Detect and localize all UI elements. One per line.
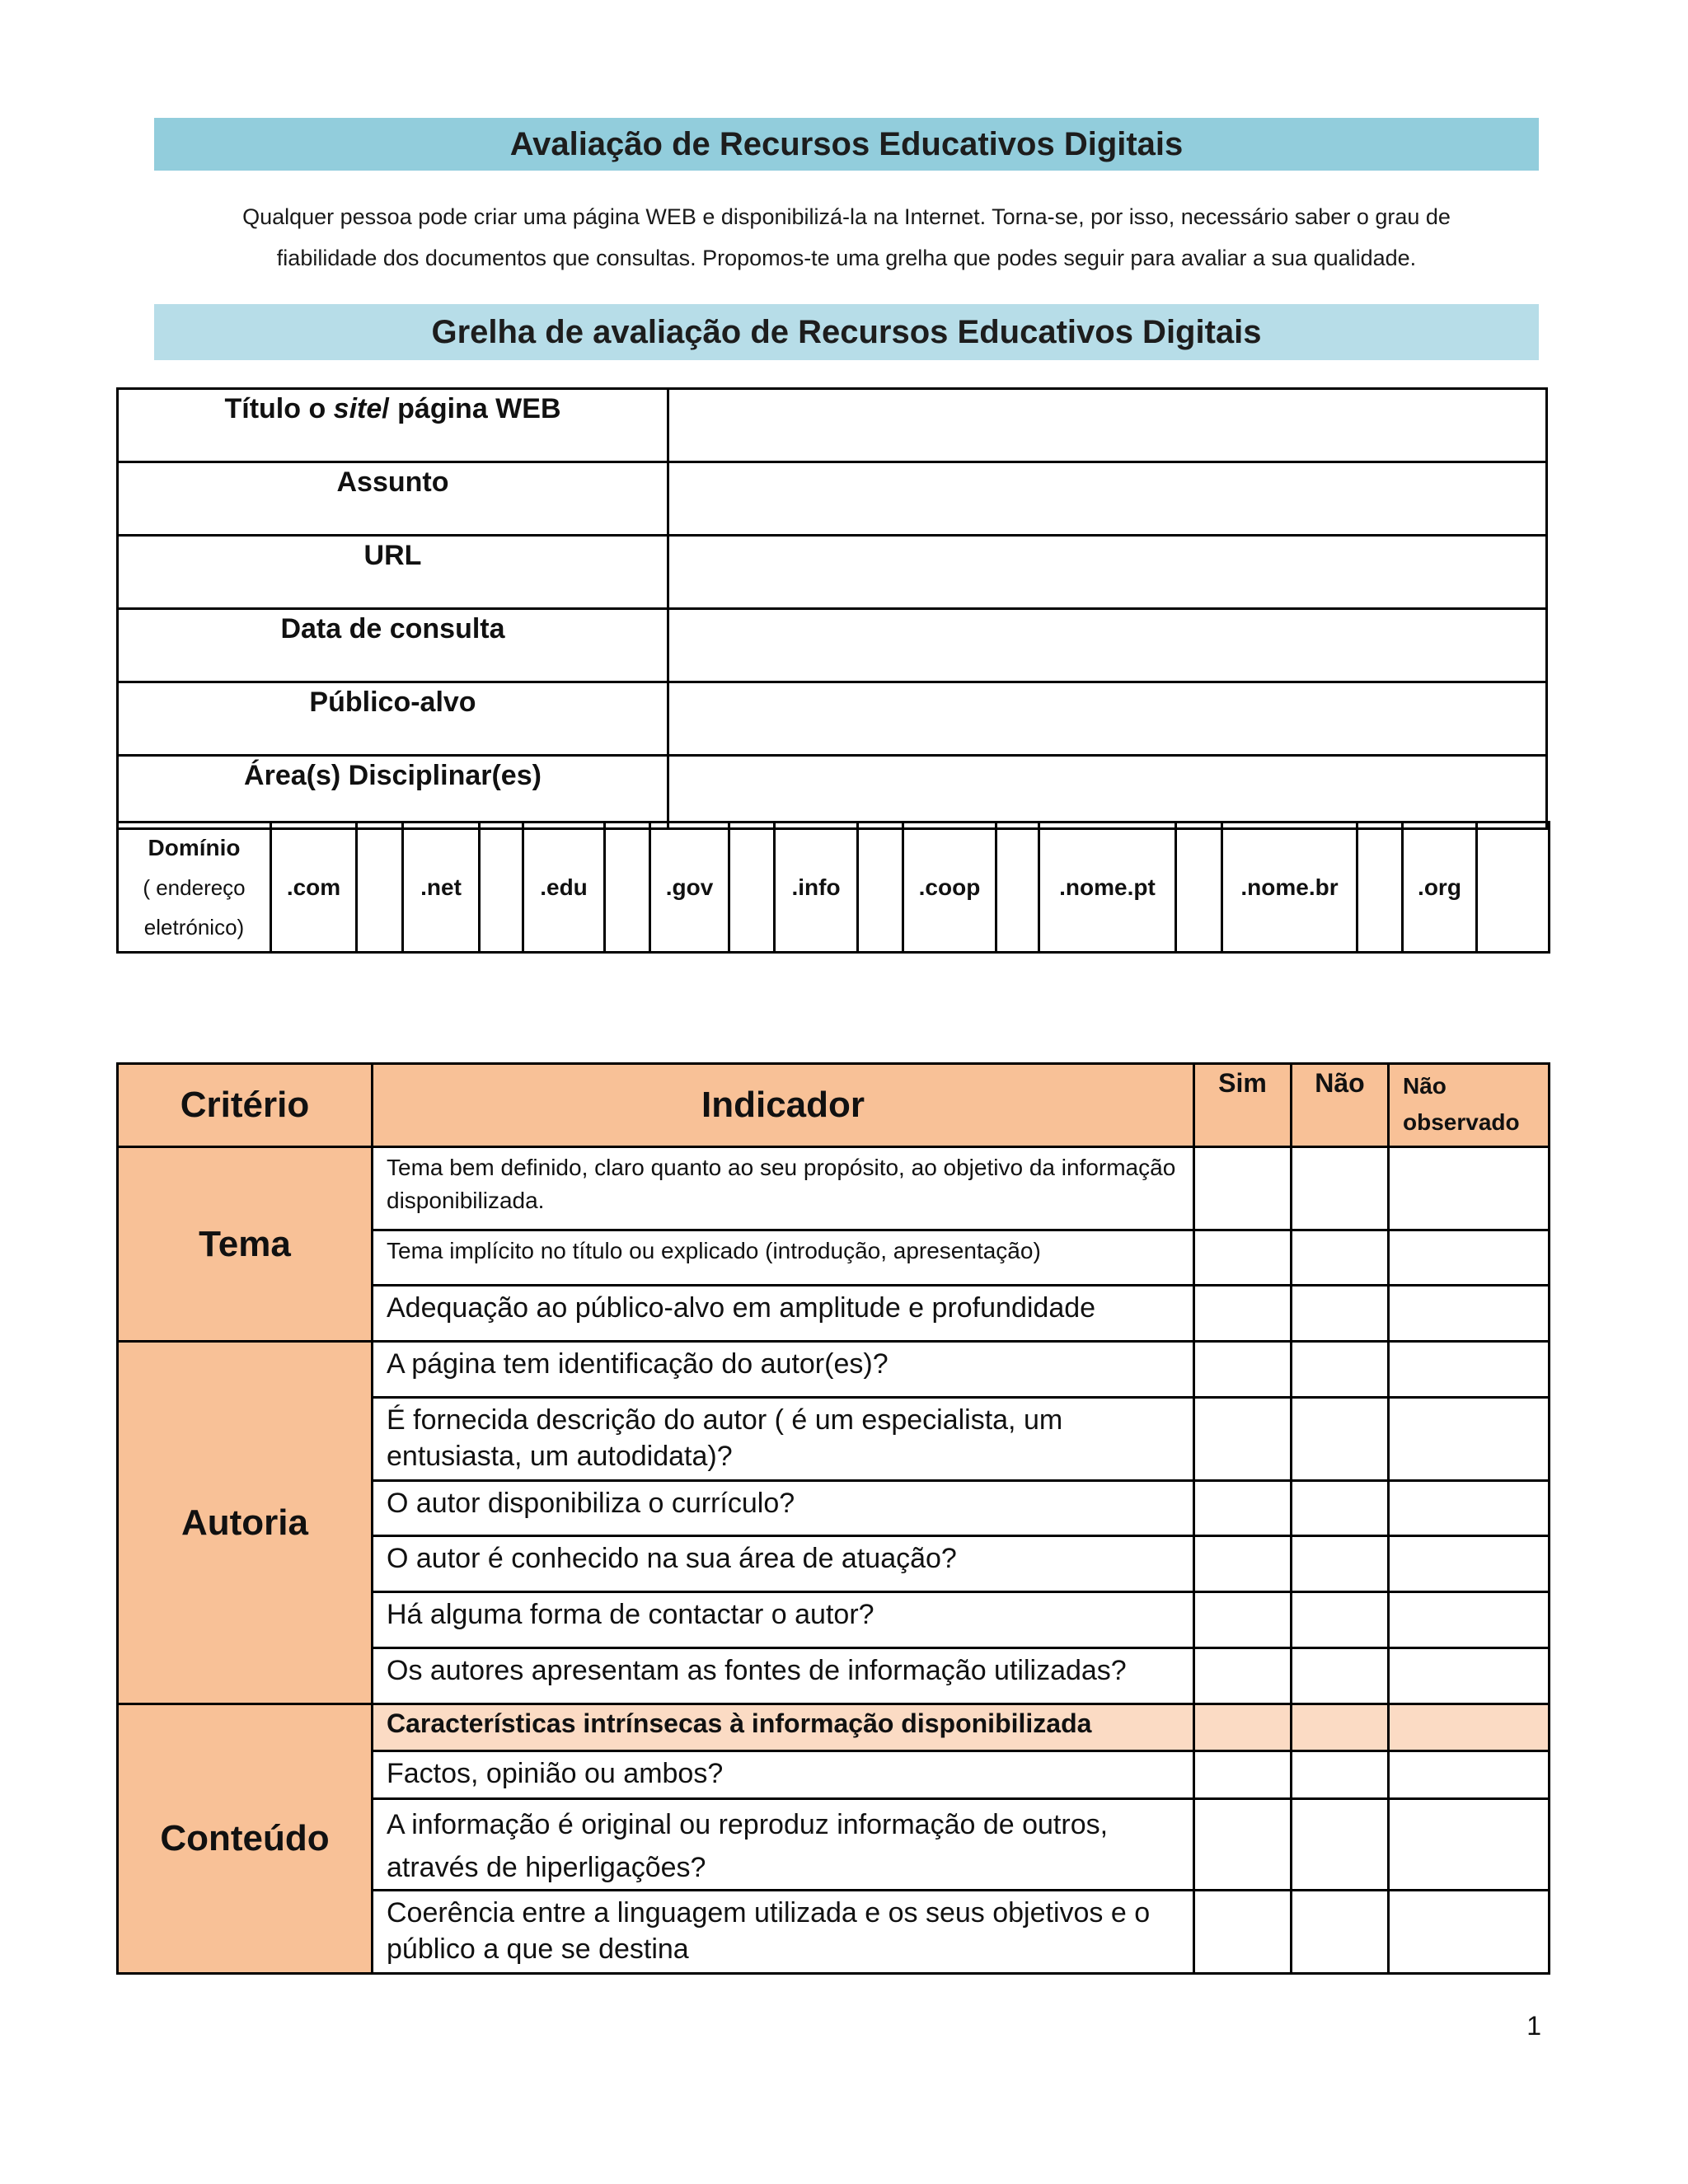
nao-cell[interactable]: [1292, 1481, 1389, 1536]
sim-cell[interactable]: [1194, 1147, 1292, 1230]
nao-cell[interactable]: [1292, 1891, 1389, 1974]
nao-cell[interactable]: [1292, 1536, 1389, 1592]
conteudo-subheader: Características intrínsecas à informação disponibilizada: [373, 1704, 1194, 1751]
domain-option: .edu: [523, 823, 605, 953]
nao-cell[interactable]: [1292, 1592, 1389, 1648]
info-row-audience: [118, 682, 1547, 756]
sim-cell[interactable]: [1194, 1751, 1292, 1799]
nao-observado-cell: [1389, 1704, 1550, 1751]
domain-option: .org: [1403, 823, 1477, 953]
nao-observado-cell[interactable]: [1389, 1592, 1550, 1648]
domain-option: .nome.br: [1222, 823, 1357, 953]
domain-table: [116, 821, 1550, 954]
domain-option: .nome.pt: [1039, 823, 1176, 953]
nao-cell[interactable]: [1292, 1230, 1389, 1286]
indicator-cell: O autor é conhecido na sua área de atuação?: [373, 1536, 1194, 1592]
areas-field[interactable]: [668, 756, 1547, 829]
areas-label: Área(s) Disciplinar(es): [118, 756, 668, 829]
sim-cell[interactable]: [1194, 1592, 1292, 1648]
indicator-cell: É fornecida descrição do autor ( é um especialista, um entusiasta, um autodidata)?: [373, 1398, 1194, 1481]
indicator-cell: O autor disponibiliza o currículo?: [373, 1481, 1194, 1536]
nao-observado-cell[interactable]: [1389, 1398, 1550, 1481]
nao-cell[interactable]: [1292, 1286, 1389, 1342]
criterion-tema: Tema: [118, 1147, 373, 1342]
indicator-cell: Adequação ao público-alvo em amplitude e profundidade: [373, 1286, 1194, 1342]
domain-checkbox[interactable]: [357, 823, 403, 953]
nao-observado-header: Não observado: [1389, 1064, 1550, 1147]
subject-label: Assunto: [118, 462, 668, 536]
indicator-cell: Tema bem definido, claro quanto ao seu propósito, ao objetivo da informação disponibilizada.: [373, 1147, 1194, 1230]
sim-cell[interactable]: [1194, 1799, 1292, 1891]
info-table: [116, 387, 1548, 830]
intro-paragraph: [154, 196, 1539, 279]
url-field[interactable]: [668, 536, 1547, 609]
sim-cell[interactable]: [1194, 1536, 1292, 1592]
indicador-header: Indicador: [373, 1064, 1194, 1147]
nao-cell[interactable]: [1292, 1342, 1389, 1398]
domain-checkbox[interactable]: [1176, 823, 1222, 953]
indicator-cell: Factos, opinião ou ambos?: [373, 1751, 1194, 1799]
nao-cell[interactable]: [1292, 1648, 1389, 1704]
sim-cell[interactable]: [1194, 1342, 1292, 1398]
nao-cell[interactable]: [1292, 1147, 1389, 1230]
grid-title: Grelha de avaliação de Recursos Educativos Digitais: [154, 304, 1539, 360]
nao-cell[interactable]: [1292, 1799, 1389, 1891]
url-label: URL: [118, 536, 668, 609]
criterion-autoria: Autoria: [118, 1342, 373, 1704]
domain-label: Domínio ( endereço eletrónico): [118, 823, 271, 953]
nao-observado-cell[interactable]: [1389, 1536, 1550, 1592]
intro-line: Qualquer pessoa pode criar uma página WEB e disponibilizá-la na Internet. Torna-se, por isso, necessário saber o grau de: [242, 204, 1451, 229]
domain-checkbox[interactable]: [729, 823, 775, 953]
sim-cell[interactable]: [1194, 1891, 1292, 1974]
intro-line: fiabilidade dos documentos que consultas. Propomos-te uma grelha que podes seguir para avaliar a sua qualidade.: [276, 246, 1417, 270]
subject-field[interactable]: [668, 462, 1547, 536]
indicator-cell: Há alguma forma de contactar o autor?: [373, 1592, 1194, 1648]
domain-option: .net: [403, 823, 480, 953]
domain-row: [118, 823, 1550, 953]
nao-cell[interactable]: [1292, 1751, 1389, 1799]
nao-observado-cell[interactable]: [1389, 1342, 1550, 1398]
nao-observado-cell[interactable]: [1389, 1799, 1550, 1891]
nao-cell: [1292, 1704, 1389, 1751]
info-row-subject: [118, 462, 1547, 536]
info-row-url: [118, 536, 1547, 609]
domain-option: .com: [271, 823, 357, 953]
page-title: Avaliação de Recursos Educativos Digitais: [154, 118, 1539, 171]
info-row-date: [118, 609, 1547, 682]
title-label: Título o site/ página WEB: [118, 389, 668, 462]
audience-label: Público-alvo: [118, 682, 668, 756]
domain-checkbox[interactable]: [1357, 823, 1403, 953]
nao-observado-cell[interactable]: [1389, 1481, 1550, 1536]
sim-cell[interactable]: [1194, 1230, 1292, 1286]
domain-checkbox[interactable]: [605, 823, 650, 953]
date-field[interactable]: [668, 609, 1547, 682]
table-row: [118, 1704, 1550, 1751]
domain-option: .gov: [650, 823, 729, 953]
indicator-cell: Os autores apresentam as fontes de informação utilizadas?: [373, 1648, 1194, 1704]
sim-cell[interactable]: [1194, 1398, 1292, 1481]
criteria-table: [116, 1062, 1550, 1975]
domain-option: .info: [775, 823, 858, 953]
nao-observado-cell[interactable]: [1389, 1648, 1550, 1704]
nao-observado-cell[interactable]: [1389, 1147, 1550, 1230]
sim-header: Sim: [1194, 1064, 1292, 1147]
info-row-areas: [118, 756, 1547, 829]
indicator-cell: A página tem identificação do autor(es)?: [373, 1342, 1194, 1398]
date-label: Data de consulta: [118, 609, 668, 682]
domain-checkbox[interactable]: [1477, 823, 1550, 953]
nao-header: Não: [1292, 1064, 1389, 1147]
title-field[interactable]: [668, 389, 1547, 462]
domain-checkbox[interactable]: [480, 823, 523, 953]
sim-cell[interactable]: [1194, 1481, 1292, 1536]
sim-cell: [1194, 1704, 1292, 1751]
indicator-cell: Coerência entre a linguagem utilizada e os seus objetivos e o público a que se destina: [373, 1891, 1194, 1974]
table-row: [118, 1342, 1550, 1398]
nao-observado-cell[interactable]: [1389, 1230, 1550, 1286]
table-row: [118, 1147, 1550, 1230]
nao-cell[interactable]: [1292, 1398, 1389, 1481]
sim-cell[interactable]: [1194, 1648, 1292, 1704]
nao-observado-cell[interactable]: [1389, 1891, 1550, 1974]
page-number: 1: [1526, 2011, 1541, 2041]
criterion-conteudo: Conteúdo: [118, 1704, 373, 1974]
indicator-cell: Tema implícito no título ou explicado (introdução, apresentação): [373, 1230, 1194, 1286]
sim-cell[interactable]: [1194, 1286, 1292, 1342]
domain-option: .coop: [903, 823, 996, 953]
domain-checkbox[interactable]: [996, 823, 1039, 953]
criteria-header-row: [118, 1064, 1550, 1147]
domain-checkbox[interactable]: [858, 823, 903, 953]
audience-field[interactable]: [668, 682, 1547, 756]
criterio-header: Critério: [118, 1064, 373, 1147]
indicator-cell: A informação é original ou reproduz informação de outros, através de hiperligações?: [373, 1799, 1194, 1891]
info-row-title: [118, 389, 1547, 462]
nao-observado-cell[interactable]: [1389, 1751, 1550, 1799]
nao-observado-cell[interactable]: [1389, 1286, 1550, 1342]
